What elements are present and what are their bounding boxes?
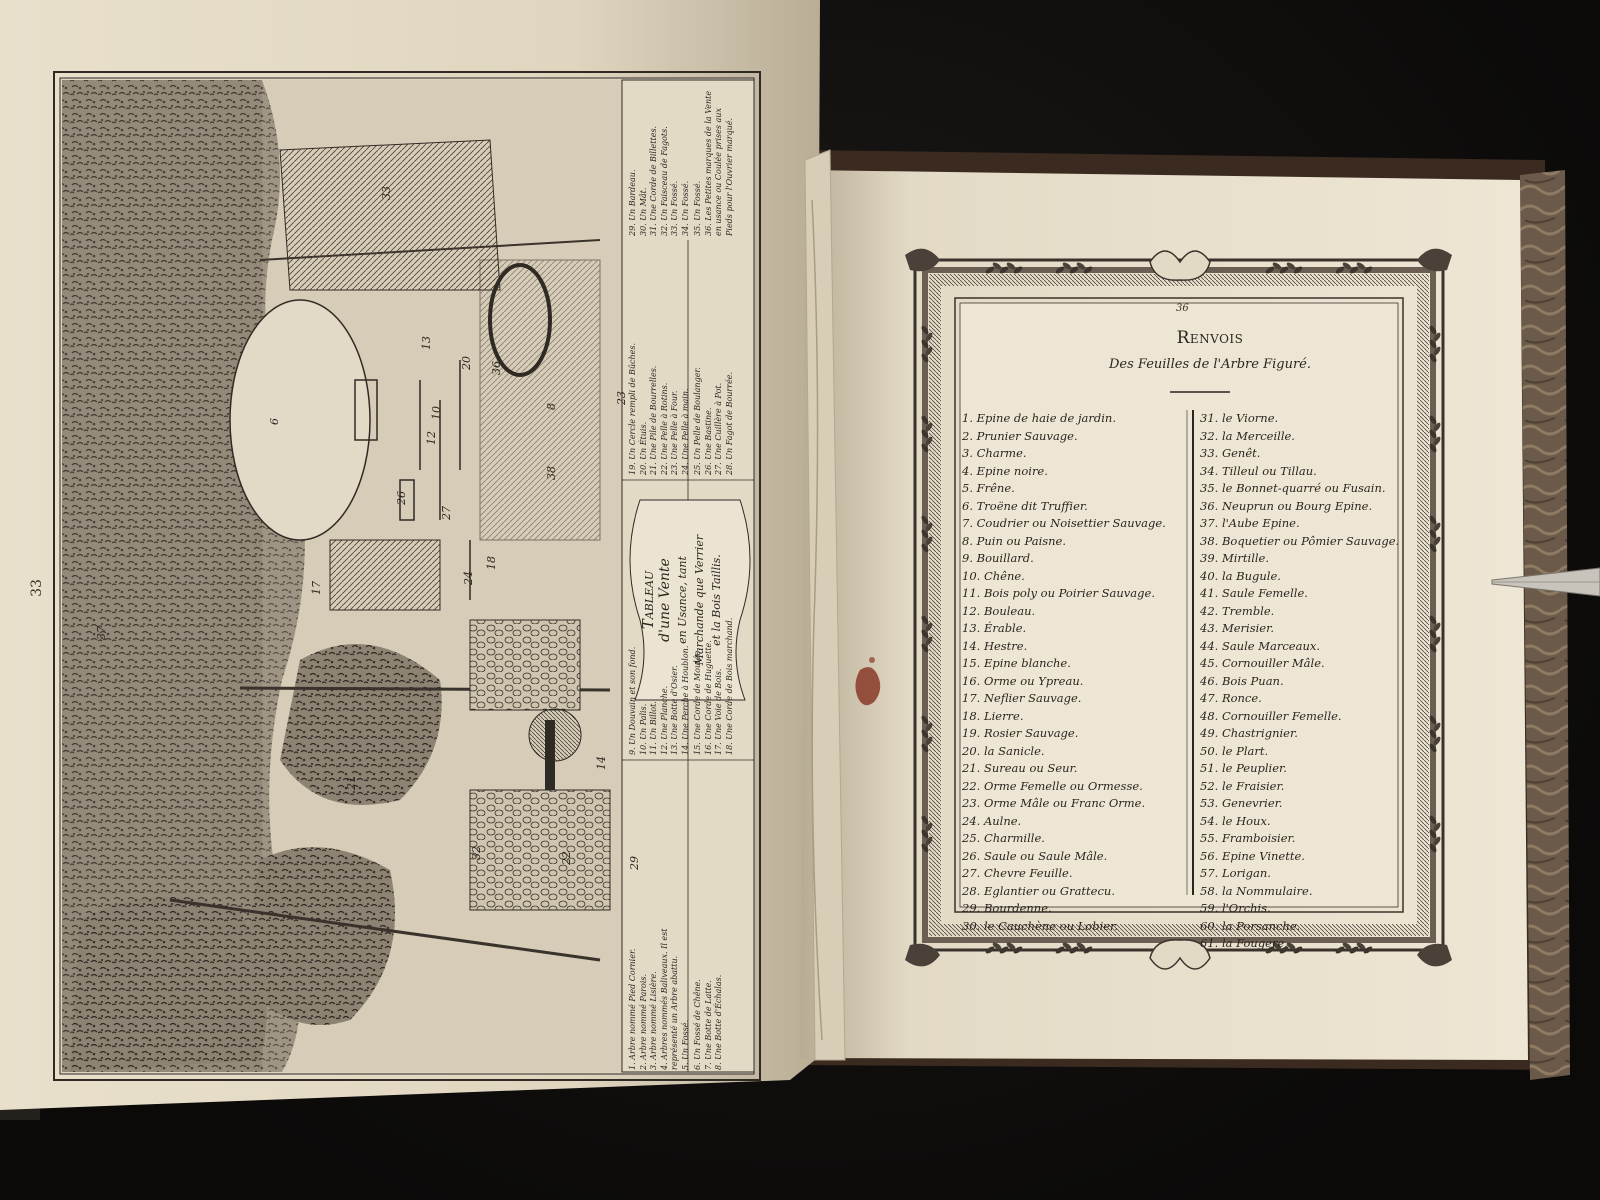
list-item: 47. Ronce.: [1200, 691, 1262, 705]
list-item: 33. Genêt.: [1200, 446, 1261, 460]
renvois-list-left: [962, 410, 1166, 935]
list-item: 11. Bois poly ou Poirier Sauvage.: [962, 586, 1155, 600]
list-item: 39. Mirtille.: [1200, 551, 1270, 565]
list-item: 8. Puin ou Paisne.: [962, 533, 1067, 548]
figure-number: 32: [470, 846, 483, 860]
figure-number: 36: [490, 361, 503, 375]
list-item: 25. Charmille.: [962, 831, 1045, 845]
legend-line: 29. Un Bardeau.: [628, 169, 637, 236]
legend-line: 33. Un Fossé.: [670, 180, 679, 236]
legend-line: 31. Une Corde de Billettes.: [649, 125, 658, 236]
figure-number: 38: [545, 466, 558, 480]
legend-line: 35. Un Fossé.: [693, 180, 702, 236]
figure-number: 17: [310, 581, 323, 595]
legend-line: 7. Une Botte de Latte.: [703, 980, 713, 1070]
list-item: 16. Orme ou Ypreau.: [962, 673, 1084, 688]
legend-line: 30. Un Mât.: [638, 187, 648, 236]
legend-line: 17. Une Voie de Bois.: [714, 668, 723, 755]
list-item: 6. Troëne dit Truffier.: [962, 498, 1088, 513]
figure-number: 10: [430, 406, 443, 420]
list-item: 27. Chevre Feuille.: [962, 866, 1073, 880]
right-page-number: 36: [1176, 303, 1189, 314]
plate-title-line: d'une Vente: [657, 558, 673, 642]
list-item: 59. l'Orchis.: [1200, 901, 1271, 915]
legend-col-c: [628, 240, 691, 475]
figure-number: 14: [595, 756, 608, 770]
list-item: 40. la Bugule.: [1200, 568, 1281, 583]
plate-title-line: Tableau: [639, 570, 657, 630]
legend-col-a2: [693, 770, 725, 1070]
legend-line: 18. Une Corde de Bois marchand.: [724, 617, 734, 755]
list-item: 29. Bourdenne.: [962, 901, 1052, 915]
legend-line: 2. Arbre nommé Parois.: [638, 973, 648, 1070]
list-item: 52. le Fraisier.: [1200, 778, 1285, 793]
legend-line: 13. Une Botte d'Osier.: [670, 665, 679, 755]
figure-number: 13: [420, 336, 433, 350]
legend-line: Pieds pour l'Ouvrier marqué.: [724, 117, 734, 236]
list-item: 18. Lierre.: [962, 708, 1024, 723]
legend-line: 27. Une Cuillère à Pot.: [714, 382, 723, 475]
list-item: 58. la Nommulaire.: [1200, 883, 1313, 898]
page-title: Renvois: [1176, 328, 1244, 348]
list-item: 4. Epine noire.: [962, 463, 1048, 478]
legend-line: 8. Une Botte d'Échalas.: [714, 974, 723, 1070]
list-item: 35. le Bonnet-quarré ou Fusain.: [1200, 481, 1386, 495]
list-item: 49. Chastrignier.: [1200, 726, 1298, 740]
list-item: 37. l'Aube Epine.: [1200, 516, 1300, 530]
list-item: 44. Saule Marceaux.: [1200, 638, 1321, 653]
legend-line: 10. Un Palis.: [638, 703, 648, 755]
renvois-list-right: [1200, 410, 1399, 953]
figure-number: 24: [462, 571, 475, 585]
legend-line: 4. Arbres nommés Baliveaux. Il est: [659, 928, 669, 1070]
list-item: 32. la Merceille.: [1200, 428, 1295, 443]
legend-line: 23. Une Pelle à Four.: [670, 390, 679, 475]
list-item: 46. Bois Puan.: [1200, 673, 1284, 688]
list-item: 13. Érable.: [962, 621, 1027, 635]
plate-title-line: Marchande que Verrier: [693, 534, 706, 666]
list-item: 3. Charme.: [962, 446, 1027, 460]
list-item: 48. Cornouiller Femelle.: [1200, 708, 1342, 723]
legend-col-d: [628, 81, 691, 236]
figure-number: 21: [345, 776, 358, 790]
figure-number: 29: [628, 856, 641, 870]
list-item: 60. la Porsanche.: [1200, 918, 1301, 933]
list-item: 34. Tilleul ou Tillau.: [1200, 463, 1317, 478]
figure-number: 6: [268, 418, 281, 425]
legend-line: 9. Un Douvain et son fond.: [628, 646, 637, 755]
list-item: 23. Orme Mâle ou Franc Orme.: [962, 796, 1146, 810]
list-item: 55. Framboisier.: [1200, 831, 1296, 845]
list-item: 22. Orme Femelle ou Ormesse.: [962, 778, 1143, 793]
figure-number: 23: [615, 391, 628, 405]
list-item: 20. la Sanicle.: [962, 743, 1045, 758]
list-item: 30. le Cauchène ou Lobier.: [962, 918, 1118, 933]
list-item: 5. Frêne.: [962, 481, 1015, 495]
list-item: 21. Sureau ou Seur.: [962, 761, 1078, 775]
figure-number: 18: [485, 556, 498, 570]
list-item: 54. le Houx.: [1200, 813, 1271, 828]
legend-line: 12. Une Planche.: [659, 685, 669, 755]
list-item: 50. le Plart.: [1200, 743, 1269, 758]
list-item: 1. Epine de haie de jardin.: [962, 411, 1116, 425]
list-item: 57. Lorigan.: [1200, 866, 1271, 880]
list-item: 36. Neuprun ou Bourg Epine.: [1200, 498, 1373, 513]
legend-col-d2: [693, 81, 735, 236]
list-item: 53. Genevrier.: [1200, 796, 1283, 810]
list-item: 38. Boquetier ou Pômier Sauvage.: [1200, 533, 1400, 548]
list-item: 10. Chêne.: [962, 568, 1025, 583]
list-item: 31. le Viorne.: [1200, 411, 1279, 425]
plate-title-line: et la Bois Taillis.: [710, 554, 723, 646]
list-item: 41. Saule Femelle.: [1200, 586, 1308, 600]
list-item: 7. Coudrier ou Noisettier Sauvage.: [962, 516, 1166, 530]
list-item: 42. Tremble.: [1200, 603, 1275, 618]
legend-line: 26. Une Bastine.: [703, 407, 713, 475]
figure-number: 22: [560, 851, 573, 865]
figure-number: 26: [395, 491, 408, 505]
page-subtitle: Des Feuilles de l'Arbre Figuré.: [1108, 357, 1312, 372]
list-item: 19. Rosier Sauvage.: [962, 726, 1079, 740]
legend-line: 1. Arbre nommé Pied Cornier.: [628, 948, 637, 1070]
legend-line: 11. Un Billot.: [649, 701, 658, 755]
legend-line: 16. Une Corde de Huguette.: [703, 640, 713, 755]
list-item: 51. le Peuplier.: [1200, 761, 1287, 775]
list-item: 45. Cornouiller Mâle.: [1200, 656, 1325, 670]
legend-line: 24. Une Pelle à main.: [680, 388, 690, 475]
figure-number: 8: [545, 403, 558, 410]
legend-line: 25. Un Pelle de Boulanger.: [693, 367, 702, 475]
list-item: 24. Aulne.: [962, 813, 1022, 828]
plate-title-line: en Usance, tant: [676, 556, 689, 644]
list-item: 2. Prunier Sauvage.: [962, 428, 1078, 443]
legend-line: 15. Une Corde de Moulée.: [693, 648, 702, 755]
list-item: 9. Bouillard.: [962, 551, 1034, 565]
legend-col-c2: [693, 240, 735, 475]
legend-line: 32. Un Faisceau de Fagots.: [659, 126, 669, 236]
list-item: 28. Eglantier ou Grattecu.: [962, 883, 1115, 898]
list-item: 26. Saule ou Saule Mâle.: [962, 848, 1108, 863]
legend-line: 19. Un Cercle rempli de Bûches.: [628, 342, 637, 475]
plate-title: [640, 500, 725, 700]
legend-line: 14. Une Perche à Houblon.: [680, 645, 690, 755]
legend-line: 36. Les Petites marques de la Vente: [703, 90, 713, 236]
figure-number: 20: [460, 356, 473, 370]
list-item: 61. la Fougere.: [1200, 936, 1288, 950]
legend-line: 28. Un Fagot de Bourrée.: [724, 371, 734, 475]
legend-line: 6. Un Fossé de Chêne.: [693, 979, 702, 1070]
figure-number: 27: [440, 506, 453, 520]
list-item: 56. Epine Vinette.: [1200, 848, 1305, 863]
legend-col-a: [628, 770, 691, 1070]
engraved-forest-scene: [62, 80, 622, 1072]
figure-number: 12: [425, 431, 438, 445]
list-item: 14. Hestre.: [962, 638, 1028, 653]
list-item: 12. Bouleau.: [962, 603, 1036, 618]
legend-line: en usance ou Coulée prises aux: [714, 108, 723, 236]
list-item: 15. Epine blanche.: [962, 656, 1071, 670]
figure-number: 37: [95, 626, 108, 640]
legend-line: 3. Arbre nommé Lisière.: [649, 971, 658, 1070]
legend-line: 5. Un Fossé.: [680, 1019, 690, 1070]
figure-number: 33: [380, 186, 393, 200]
legend-line: représenté un Arbre abattu.: [670, 955, 679, 1070]
left-page-number: 33: [28, 579, 45, 597]
list-item: 43. Merisier.: [1200, 621, 1274, 635]
legend-line: 21. Une Pile de Bourrelles.: [649, 365, 658, 475]
list-item: 17. Neflier Sauvage.: [962, 691, 1082, 705]
legend-line: 34. Un Fossé.: [680, 180, 690, 236]
legend-line: 22. Une Pelle à Rotins.: [659, 382, 669, 475]
legend-line: 20. Un Étuis.: [638, 421, 648, 475]
